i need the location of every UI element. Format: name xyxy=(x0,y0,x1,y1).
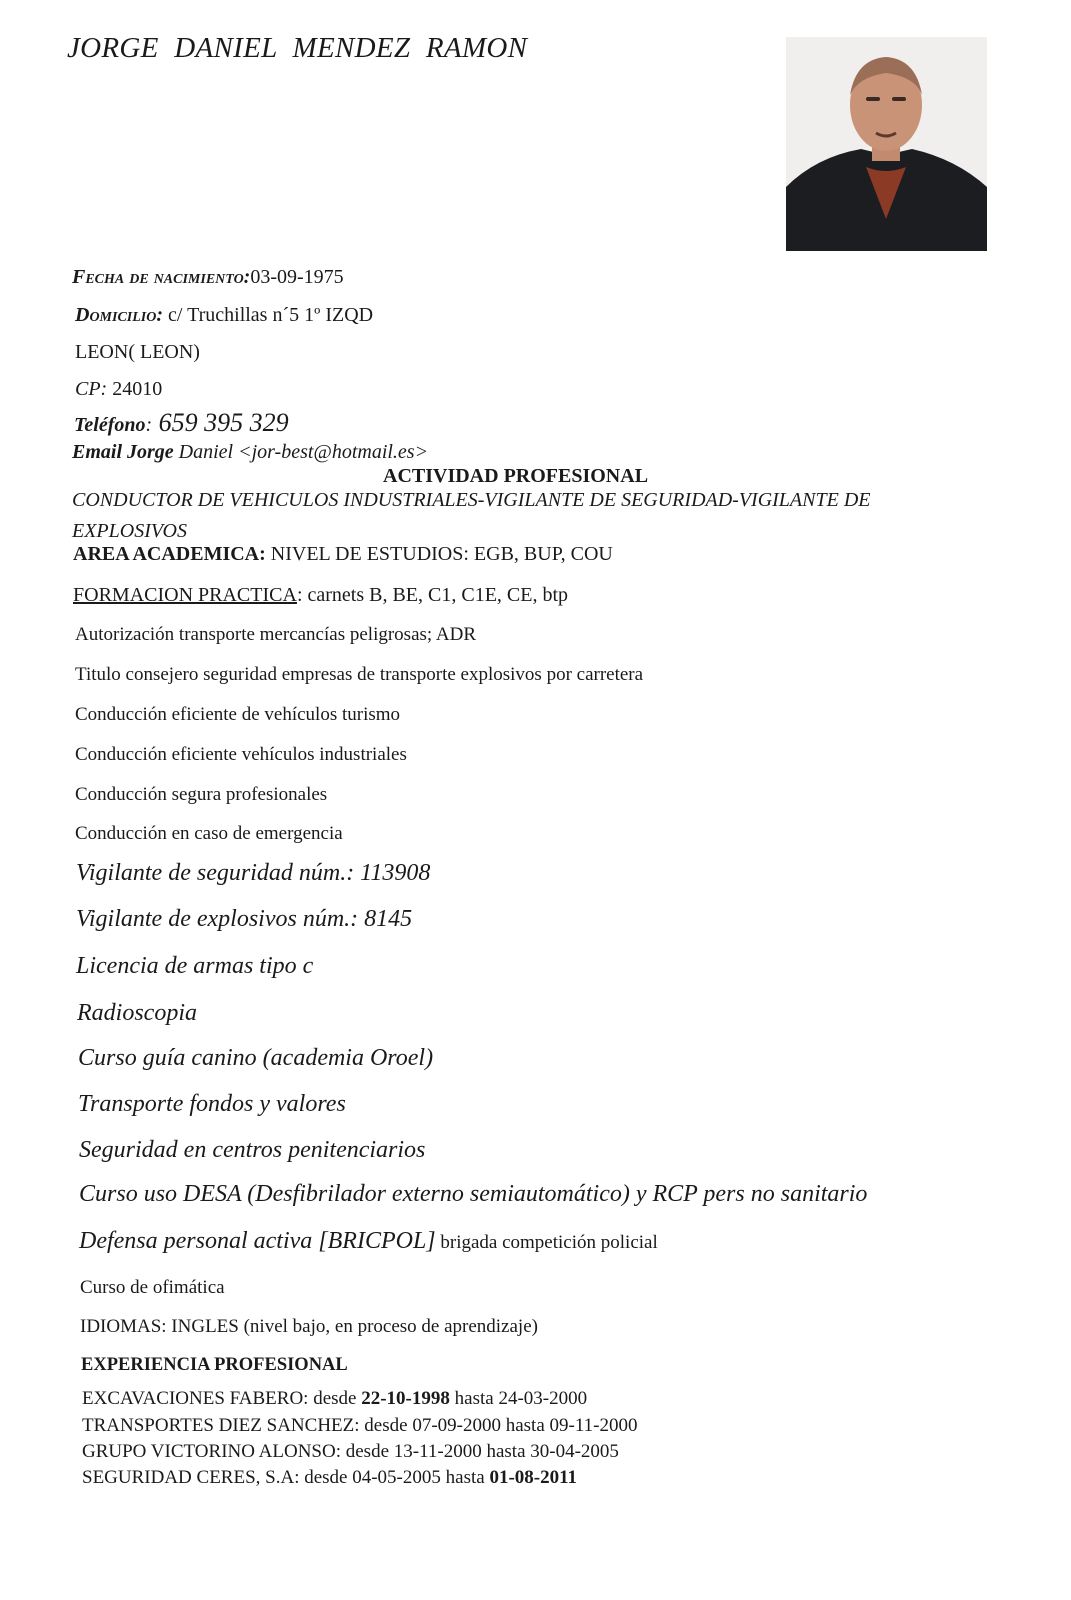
training-value: : carnets B, BE, C1, C1E, CE, btp xyxy=(296,584,569,606)
address-row xyxy=(75,304,373,327)
portrait-image xyxy=(786,37,987,251)
candidate-name: JORGE DANIEL MENDEZ RAMON xyxy=(67,32,528,64)
experience-entry xyxy=(82,1415,637,1437)
experience-until: hasta xyxy=(449,1388,499,1409)
experience-until: hasta xyxy=(481,1441,531,1462)
experience-company: GRUPO VICTORINO ALONSO: desde xyxy=(82,1441,394,1462)
experience-until: hasta xyxy=(440,1467,490,1488)
defense-row xyxy=(79,1228,658,1255)
phone-row xyxy=(74,408,289,438)
academic-row xyxy=(73,543,613,566)
training-item: Curso uso DESA (Desfibrilador externo semiautomático) y RCP pers no sanitario xyxy=(79,1181,868,1207)
experience-from: 13-11-2000 xyxy=(393,1441,482,1462)
experience-company: SEGURIDAD CERES, S.A: desde xyxy=(82,1467,353,1488)
experience-until: hasta xyxy=(500,1415,550,1436)
city-text: LEON( LEON) xyxy=(75,341,200,363)
experience-to: 09-11-2000 xyxy=(549,1415,638,1436)
training-item: Titulo consejero seguridad empresas de transporte explosivos por carretera xyxy=(75,664,644,685)
phone-value: 659 395 329 xyxy=(152,408,289,437)
training-item: Vigilante de seguridad núm.: 113908 xyxy=(76,860,431,886)
experience-entry xyxy=(82,1388,587,1410)
activity-line-2: EXPLOSIVOS xyxy=(72,520,187,542)
defense-italic: Defensa personal activa [BRICPOL] xyxy=(79,1228,436,1254)
phone-separator: : xyxy=(145,414,153,436)
birth-date-value: 03-09-1975 xyxy=(250,266,344,288)
academic-value: NIVEL DE ESTUDIOS: EGB, BUP, COU xyxy=(265,543,613,565)
experience-to: 30-04-2005 xyxy=(530,1441,619,1462)
birth-date-row xyxy=(72,266,344,289)
email-value: Daniel <jor-best@hotmail.es> xyxy=(173,441,429,463)
email-row xyxy=(72,441,428,464)
email-label: Email Jorge xyxy=(72,441,174,463)
training-item: Autorización transporte mercancías peligrosas; ADR xyxy=(75,624,476,645)
training-item: Conducción en caso de emergencia xyxy=(75,823,343,844)
birth-date-label: Fecha de nacimiento: xyxy=(72,266,251,288)
training-item: Licencia de armas tipo c xyxy=(76,953,314,979)
training-item: Curso guía canino (academia Oroel) xyxy=(78,1045,434,1071)
postal-code-label: CP: xyxy=(75,378,108,400)
activity-heading: ACTIVIDAD PROFESIONAL xyxy=(383,465,649,487)
profile-photo xyxy=(786,37,987,251)
defense-plain: brigada competición policial xyxy=(435,1232,658,1253)
training-label: FORMACION PRACTICA xyxy=(73,584,297,606)
postal-code-value: 24010 xyxy=(107,378,163,400)
experience-from: 07-09-2000 xyxy=(412,1415,501,1436)
phone-label: Teléfono xyxy=(74,414,146,436)
address-value: c/ Truchillas n´5 1º IZQD xyxy=(163,304,374,326)
languages: IDIOMAS: INGLES (nivel bajo, en proceso de aprendizaje) xyxy=(80,1316,538,1337)
address-label: Domicilio: xyxy=(75,304,164,326)
training-item: Seguridad en centros penitenciarios xyxy=(79,1137,426,1163)
experience-from: 04-05-2005 xyxy=(352,1467,441,1488)
experience-entry xyxy=(82,1441,619,1463)
office-course: Curso de ofimática xyxy=(80,1277,225,1298)
training-item: Conducción eficiente de vehículos turismo xyxy=(75,704,401,725)
training-item: Radioscopia xyxy=(77,1000,197,1026)
experience-entry xyxy=(82,1467,577,1489)
experience-company: EXCAVACIONES FABERO: desde xyxy=(82,1388,362,1409)
experience-heading: EXPERIENCIA PROFESIONAL xyxy=(81,1355,348,1375)
experience-to: 01-08-2011 xyxy=(489,1467,578,1488)
training-item: Transporte fondos y valores xyxy=(78,1091,346,1117)
training-item: Vigilante de explosivos núm.: 8145 xyxy=(76,906,413,932)
training-row xyxy=(73,584,568,607)
experience-from: 22-10-1998 xyxy=(361,1388,450,1409)
experience-to: 24-03-2000 xyxy=(498,1388,588,1409)
training-item: Conducción eficiente vehículos industriales xyxy=(75,744,407,765)
postal-code-row xyxy=(75,378,162,401)
training-item: Conducción segura profesionales xyxy=(75,784,328,805)
activity-line-1: CONDUCTOR DE VEHICULOS INDUSTRIALES-VIGILANTE DE SEGURIDAD-VIGILANTE DE xyxy=(72,489,871,511)
academic-label: AREA ACADEMICA: xyxy=(73,543,266,565)
experience-company: TRANSPORTES DIEZ SANCHEZ: desde xyxy=(82,1415,413,1436)
